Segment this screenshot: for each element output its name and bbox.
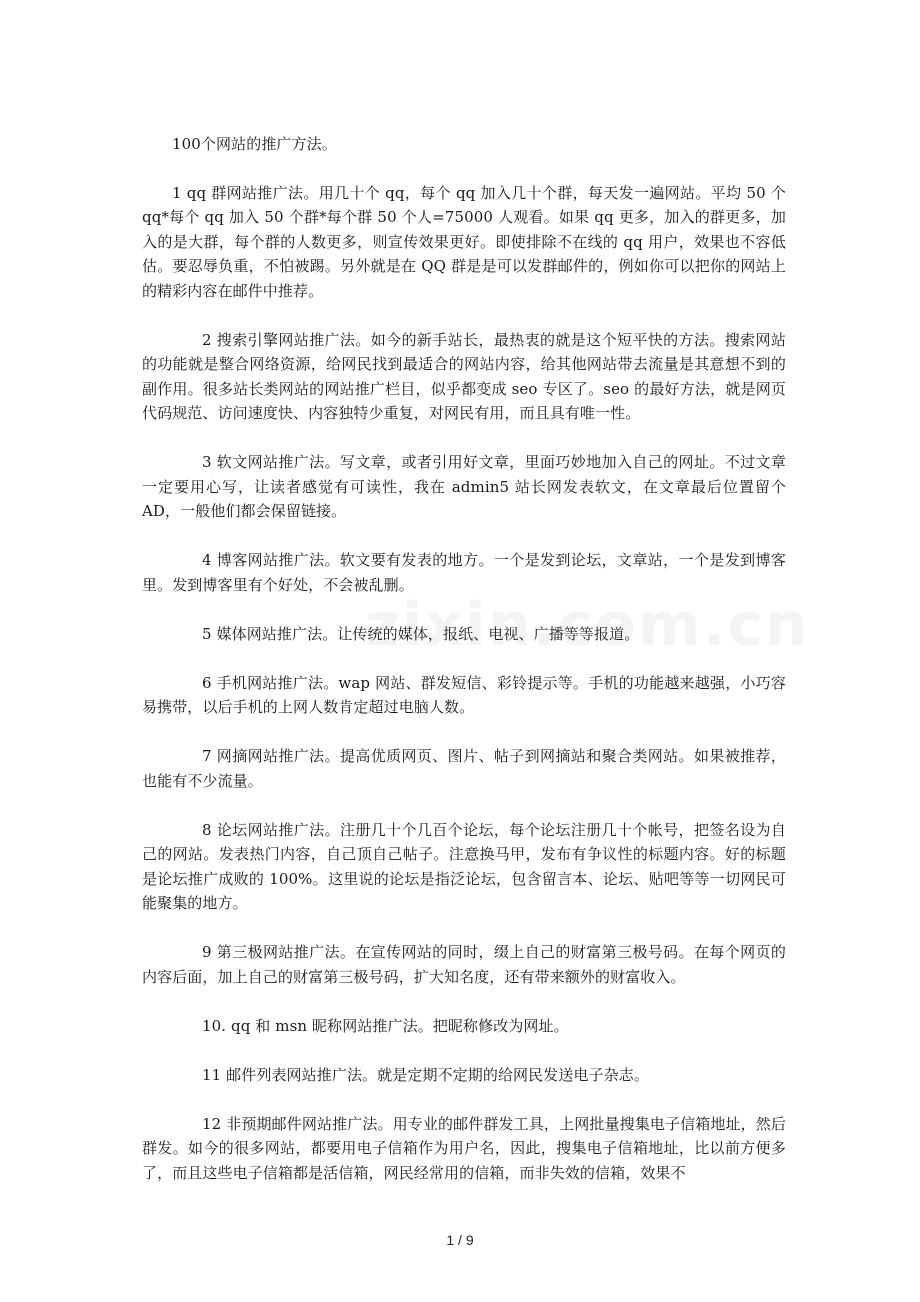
paragraph-11: 11 邮件列表网站推广法。就是定期不定期的给网民发送电子杂志。 [202, 1065, 649, 1084]
paragraph-6: 6 手机网站推广法。wap 网站、群发短信、彩铃提示等。手机的功能越来越强，小巧容易携带，以后手机的上网人数肯定超过电脑人数。 [142, 673, 786, 716]
paragraph-2: 2 搜索引擎网站推广法。如今的新手站长，最热衷的就是这个短平快的方法。搜索网站的功能就是整合网络资源，给网民找到最适合的网站内容，给其他网站带去流量是其意想不到的副作用。很多站长类网站的网站推广栏目，似乎都变成 seo 专区了。seo 的最好方法，就是网页代码规范、访问速度快、内容独特少重复，对网民有用，而且具有唯一性。 [142, 330, 787, 422]
paragraph-1: 1 qq 群网站推广法。用几十个 qq，每个 qq 加入几十个群，每天发一遍网站。平均 50 个 qq*每个 qq 加入 50 个群*每个群 50 个人=75000 人观看。如果 qq 更多，加入的群更多，加入的是大群，每个群的人数更多，则宣传效果更好。即使排除不在线的 qq 用户，效果也不容低估。要忍辱负重，不怕被踢。另外就是在 QQ 群是是可以发群邮件的，例如你可以把你的网站上的精彩内容在邮件中推荐。 [142, 183, 786, 300]
paragraph-5: 5 媒体网站推广法。让传统的媒体，报纸、电视、广播等等报道。 [202, 624, 640, 643]
page-indicator: 1 / 9 [446, 1232, 474, 1248]
paragraph-7: 7 网摘网站推广法。提高优质网页、图片、帖子到网摘站和聚合类网站。如果被推荐，也能有不少流量。 [142, 747, 786, 790]
paragraph-12: 12 非预期邮件网站推广法。用专业的邮件群发工具，上网批量搜集电子信箱地址，然后群发。如今的很多网站，都要用电子信箱作为用户名，因此，搜集电子信箱地址，比以前方便多了，而且这些电子信箱都是活信箱，网民经常用的信箱，而非失效的信箱，效果不 [142, 1114, 786, 1182]
document-title: 100个网站的推广方法。 [172, 135, 337, 153]
paragraph-4: 4 博客网站推广法。软文要有发表的地方。一个是发到论坛，文章站，一个是发到博客里。发到博客里有个好处，不会被乱删。 [142, 551, 786, 594]
document-body [142, 132, 786, 1210]
paragraph-8: 8 论坛网站推广法。注册几十个几百个论坛，每个论坛注册几十个帐号，把签名设为自己的网站。发表热门内容，自己顶自己帖子。注意换马甲，发布有争议性的标题内容。好的标题是论坛推广成败的 100%。这里说的论坛是指泛论坛，包含留言本、论坛、贴吧等等一切网民可能聚集的地方。 [142, 820, 786, 912]
paragraph-10: 10. qq 和 msn 昵称网站推广法。把昵称修改为网址。 [202, 1016, 569, 1035]
paragraph-3: 3 软文网站推广法。写文章，或者引用好文章，里面巧妙地加入自己的网址。不过文章一定要用心写，让读者感觉有可读性，我在 admin5 站长网发表软文，在文章最后位置留个 AD，一般他们都会保留链接。 [142, 453, 786, 520]
paragraph-9: 9 第三极网站推广法。在宣传网站的同时，缀上自己的财富第三极号码。在每个网页的内容后面，加上自己的财富第三极号码，扩大知名度，还有带来额外的财富收入。 [142, 943, 786, 986]
